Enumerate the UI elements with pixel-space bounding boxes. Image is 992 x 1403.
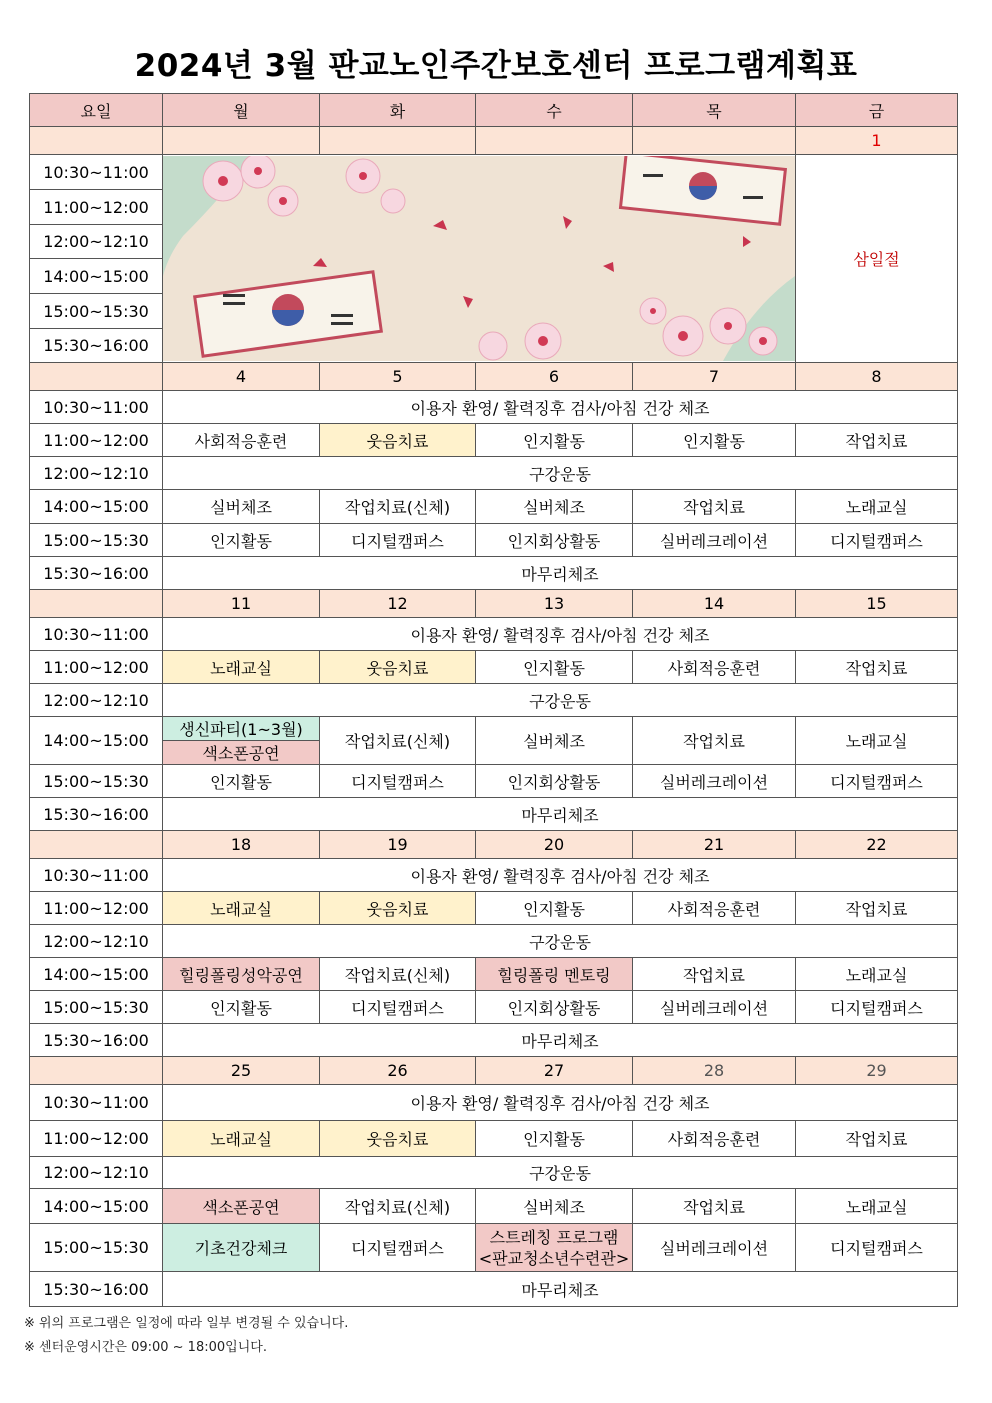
- stretch-program-venue: <판교청소년수련관>: [478, 1248, 630, 1268]
- program-cell: 작업치료: [633, 717, 796, 765]
- time-slot: 15:30~16:00: [30, 329, 163, 363]
- date-cell: 6: [476, 363, 633, 391]
- program-cell-split: [163, 717, 320, 765]
- program-cell: 디지털캠퍼스: [796, 991, 958, 1024]
- program-cell: 작업치료: [796, 1121, 958, 1157]
- time-slot: 10:30~11:00: [30, 618, 163, 651]
- program-cell: 실버체조: [476, 1189, 633, 1224]
- time-slot: 14:00~15:00: [30, 1189, 163, 1224]
- program-cell-stretch: [476, 1224, 633, 1272]
- program-cell: 구강운동: [163, 925, 958, 958]
- date-cell: 15: [796, 590, 958, 618]
- program-cell: 인지회상활동: [476, 524, 633, 557]
- time-slot: 10:30~11:00: [30, 155, 163, 190]
- program-cell: 구강운동: [163, 1157, 958, 1189]
- time-slot: 15:30~16:00: [30, 1272, 163, 1307]
- time-slot: 15:00~15:30: [30, 765, 163, 798]
- program-cell: 인지활동: [476, 424, 633, 457]
- program-cell: 인지활동: [476, 1121, 633, 1157]
- time-slot: 12:00~12:10: [30, 457, 163, 490]
- program-cell: 노래교실: [796, 1189, 958, 1224]
- time-slot: 11:00~12:00: [30, 424, 163, 457]
- program-cell: 이용자 환영/ 활력징후 검사/아침 건강 체조: [163, 618, 958, 651]
- program-cell: 노래교실: [163, 1121, 320, 1157]
- date-cell: 26: [320, 1057, 476, 1085]
- time-slot: 11:00~12:00: [30, 1121, 163, 1157]
- date-cell: 7: [633, 363, 796, 391]
- date-cell: 25: [163, 1057, 320, 1085]
- time-slot: 15:30~16:00: [30, 798, 163, 831]
- program-cell: 마무리체조: [163, 1024, 958, 1057]
- program-cell: 디지털캠퍼스: [320, 1224, 476, 1272]
- date-row: [30, 1057, 958, 1085]
- schedule-table: [29, 93, 958, 1307]
- program-cell: 인지회상활동: [476, 991, 633, 1024]
- program-cell: 노래교실: [796, 490, 958, 524]
- program-cell: 실버레크레이션: [633, 765, 796, 798]
- time-slot: 11:00~12:00: [30, 190, 163, 225]
- program-cell: 인지회상활동: [476, 765, 633, 798]
- header-tue: 화: [320, 94, 476, 127]
- time-slot: 14:00~15:00: [30, 490, 163, 524]
- page-title: 2024년 3월 판교노인주간보호센터 프로그램계획표: [134, 48, 858, 84]
- program-cell: 구강운동: [163, 457, 958, 490]
- program-cell: 마무리체조: [163, 557, 958, 590]
- program-cell: 노래교실: [163, 651, 320, 684]
- program-cell: 구강운동: [163, 684, 958, 717]
- time-slot: 10:30~11:00: [30, 391, 163, 424]
- date-cell: 12: [320, 590, 476, 618]
- program-cell: 마무리체조: [163, 798, 958, 831]
- program-cell: 웃음치료: [320, 424, 476, 457]
- program-cell: 디지털캠퍼스: [796, 765, 958, 798]
- program-cell: 인지활동: [163, 765, 320, 798]
- time-slot: 15:30~16:00: [30, 557, 163, 590]
- date-cell: 11: [163, 590, 320, 618]
- program-cell: 실버레크레이션: [633, 524, 796, 557]
- program-cell: 사회적응훈련: [633, 651, 796, 684]
- program-cell: 실버레크레이션: [633, 991, 796, 1024]
- footnote: ※ 센터운영시간은 09:00 ~ 18:00입니다.: [24, 1340, 267, 1355]
- program-cell: 실버체조: [163, 490, 320, 524]
- program-cell: 작업치료: [796, 651, 958, 684]
- header-fri: 금: [796, 94, 958, 127]
- program-cell: 힐링폴링 멘토링: [476, 958, 633, 991]
- program-cell: 실버레크레이션: [633, 1224, 796, 1272]
- date-cell: 13: [476, 590, 633, 618]
- header-thu: 목: [633, 94, 796, 127]
- date-cell: 21: [633, 831, 796, 859]
- program-cell: 노래교실: [796, 958, 958, 991]
- time-slot: 12:00~12:10: [30, 225, 163, 259]
- program-cell: 디지털캠퍼스: [320, 524, 476, 557]
- program-cell: 작업치료(신체): [320, 1189, 476, 1224]
- date-row: [30, 363, 958, 391]
- program-cell: 마무리체조: [163, 1272, 958, 1307]
- program-cell: 기초건강체크: [163, 1224, 320, 1272]
- program-cell: 인지활동: [163, 524, 320, 557]
- program-cell: 디지털캠퍼스: [796, 524, 958, 557]
- program-cell: 작업치료: [796, 424, 958, 457]
- program-cell: 작업치료(신체): [320, 490, 476, 524]
- program-cell: 이용자 환영/ 활력징후 검사/아침 건강 체조: [163, 859, 958, 892]
- date-cell: 18: [163, 831, 320, 859]
- holiday-label: 삼일절: [796, 155, 958, 363]
- program-cell: 실버체조: [476, 717, 633, 765]
- footnotes: [24, 1312, 348, 1360]
- program-cell: 작업치료(신체): [320, 717, 476, 765]
- time-slot: 11:00~12:00: [30, 892, 163, 925]
- date-row: [30, 831, 958, 859]
- time-slot: 14:00~15:00: [30, 717, 163, 765]
- time-slot: 12:00~12:10: [30, 925, 163, 958]
- program-cell: 작업치료(신체): [320, 958, 476, 991]
- program-cell: 노래교실: [796, 717, 958, 765]
- time-slot: 15:00~15:30: [30, 524, 163, 557]
- program-cell: 인지활동: [476, 892, 633, 925]
- program-cell: 작업치료: [633, 1189, 796, 1224]
- program-cell: 색소폰공연: [163, 1189, 320, 1224]
- program-cell: 인지활동: [476, 651, 633, 684]
- time-slot: 10:30~11:00: [30, 859, 163, 892]
- time-slot: 15:00~15:30: [30, 991, 163, 1024]
- date-cell: 27: [476, 1057, 633, 1085]
- program-cell: 인지활동: [163, 991, 320, 1024]
- header-day-label: 요일: [30, 94, 163, 127]
- program-cell: 이용자 환영/ 활력징후 검사/아침 건강 체조: [163, 391, 958, 424]
- program-cell: 웃음치료: [320, 651, 476, 684]
- date-cell: 29: [796, 1057, 958, 1085]
- header-wed: 수: [476, 94, 633, 127]
- date-cell: 22: [796, 831, 958, 859]
- footnote: ※ 위의 프로그램은 일정에 따라 일부 변경될 수 있습니다.: [24, 1316, 349, 1331]
- date-cell: 4: [163, 363, 320, 391]
- date-row: [30, 590, 958, 618]
- program-cell: 사회적응훈련: [633, 1121, 796, 1157]
- program-cell: 디지털캠퍼스: [796, 1224, 958, 1272]
- samiljeol-illustration: [163, 155, 796, 363]
- time-slot: 15:30~16:00: [30, 1024, 163, 1057]
- birthday-party: 생신파티(1~3월): [163, 717, 319, 741]
- sax-concert: 색소폰공연: [163, 741, 319, 764]
- date-cell: 20: [476, 831, 633, 859]
- program-cell: 웃음치료: [320, 892, 476, 925]
- time-slot: 15:00~15:30: [30, 1224, 163, 1272]
- program-cell: 작업치료: [633, 490, 796, 524]
- time-slot: 10:30~11:00: [30, 1085, 163, 1121]
- program-cell: 힐링폴링성악공연: [163, 958, 320, 991]
- date-cell: 28: [633, 1057, 796, 1085]
- date-cell: 5: [320, 363, 476, 391]
- program-cell: 노래교실: [163, 892, 320, 925]
- program-cell: 인지활동: [633, 424, 796, 457]
- program-cell: 실버체조: [476, 490, 633, 524]
- program-cell: 웃음치료: [320, 1121, 476, 1157]
- header-row: [30, 94, 958, 127]
- program-cell: 사회적응훈련: [633, 892, 796, 925]
- date-cell: 8: [796, 363, 958, 391]
- date-cell: 14: [633, 590, 796, 618]
- time-slot: 11:00~12:00: [30, 651, 163, 684]
- program-cell: 작업치료: [796, 892, 958, 925]
- program-cell: 이용자 환영/ 활력징후 검사/아침 건강 체조: [163, 1085, 958, 1121]
- program-cell: 사회적응훈련: [163, 424, 320, 457]
- program-cell: 작업치료: [633, 958, 796, 991]
- header-mon: 월: [163, 94, 320, 127]
- time-slot: 14:00~15:00: [30, 259, 163, 294]
- time-slot: 12:00~12:10: [30, 684, 163, 717]
- program-cell: 디지털캠퍼스: [320, 765, 476, 798]
- time-slot: 14:00~15:00: [30, 958, 163, 991]
- date-row: [30, 127, 958, 155]
- date-cell: 19: [320, 831, 476, 859]
- program-cell: 디지털캠퍼스: [320, 991, 476, 1024]
- time-slot: 12:00~12:10: [30, 1157, 163, 1189]
- date-cell: 1: [796, 127, 958, 155]
- time-slot: 15:00~15:30: [30, 294, 163, 329]
- stretch-program-title: 스트레칭 프로그램: [489, 1227, 619, 1247]
